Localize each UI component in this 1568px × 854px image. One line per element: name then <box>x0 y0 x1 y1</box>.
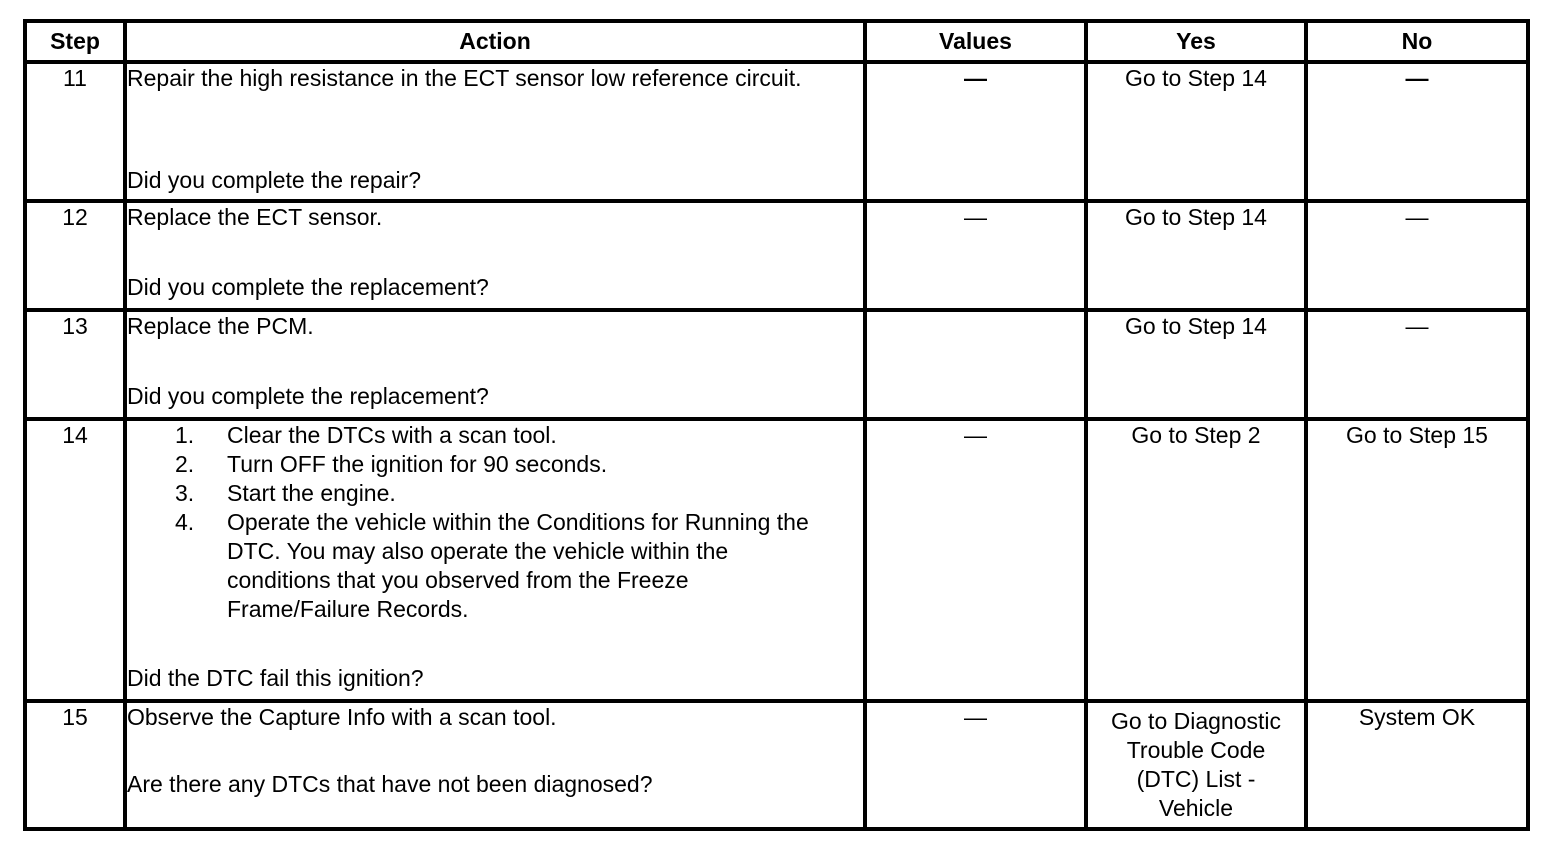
action-question: Did you complete the replacement? <box>127 383 489 409</box>
action-cell <box>125 419 865 701</box>
values-cell: — <box>865 419 1086 701</box>
action-cell <box>125 310 865 419</box>
action-cell <box>125 701 865 829</box>
action-cell <box>125 201 865 310</box>
list-item-text: Clear the DTCs with a scan tool. <box>227 422 557 448</box>
action-text: Repair the high resistance in the ECT sensor low reference circuit. <box>127 65 802 91</box>
header-values: Values <box>865 21 1086 62</box>
list-item <box>175 508 863 624</box>
list-item-number: 3. <box>175 480 195 506</box>
no-cell: — <box>1306 310 1528 419</box>
action-question: Are there any DTCs that have not been diagnosed? <box>127 771 653 797</box>
action-text: Replace the ECT sensor. <box>127 204 383 230</box>
list-item-text: Turn OFF the ignition for 90 seconds. <box>227 451 608 477</box>
header-yes: Yes <box>1086 21 1306 62</box>
yes-cell: Go to Step 14 <box>1086 201 1306 310</box>
list-item <box>175 450 863 479</box>
table-row <box>25 419 1528 701</box>
list-item <box>175 421 863 450</box>
values-cell <box>865 310 1086 419</box>
yes-cell: Go to Step 14 <box>1086 310 1306 419</box>
header-row <box>25 21 1528 62</box>
step-number: 12 <box>25 201 125 310</box>
yes-cell: Go to Step 14 <box>1086 62 1306 201</box>
header-action: Action <box>125 21 865 62</box>
table-row <box>25 701 1528 829</box>
step-number: 15 <box>25 701 125 829</box>
list-item-number: 1. <box>175 422 195 448</box>
no-cell: Go to Step 15 <box>1306 419 1528 701</box>
step-number: 13 <box>25 310 125 419</box>
list-item <box>175 479 863 508</box>
action-cell <box>125 62 865 201</box>
action-question: Did the DTC fail this ignition? <box>127 665 424 691</box>
values-cell: — <box>865 201 1086 310</box>
no-cell: System OK <box>1306 701 1528 829</box>
values-cell: — <box>865 62 1086 201</box>
action-text: Observe the Capture Info with a scan tool. <box>127 704 557 730</box>
yes-cell: Go to Diagnostic Trouble Code (DTC) List - Vehicle <box>1086 701 1306 829</box>
table-row <box>25 62 1528 201</box>
table-row <box>25 310 1528 419</box>
header-step: Step <box>25 21 125 62</box>
no-cell: — <box>1306 201 1528 310</box>
values-cell: — <box>865 701 1086 829</box>
list-item-text: Start the engine. <box>227 480 396 506</box>
action-question: Did you complete the repair? <box>127 167 422 193</box>
list-item-text: Operate the vehicle within the Conditions for Running the DTC. You may also operate the vehicle within the conditions that you observed from the Freeze Frame/Failure Records. <box>227 509 809 622</box>
table-row <box>25 201 1528 310</box>
diagnostic-table <box>23 19 1530 831</box>
action-text: Replace the PCM. <box>127 313 314 339</box>
step-number: 14 <box>25 419 125 701</box>
action-question: Did you complete the replacement? <box>127 274 489 300</box>
list-item-number: 4. <box>175 509 195 535</box>
yes-cell: Go to Step 2 <box>1086 419 1306 701</box>
header-no: No <box>1306 21 1528 62</box>
list-item-number: 2. <box>175 451 195 477</box>
step-number: 11 <box>25 62 125 201</box>
no-cell: — <box>1306 62 1528 201</box>
procedure-list <box>127 421 863 624</box>
